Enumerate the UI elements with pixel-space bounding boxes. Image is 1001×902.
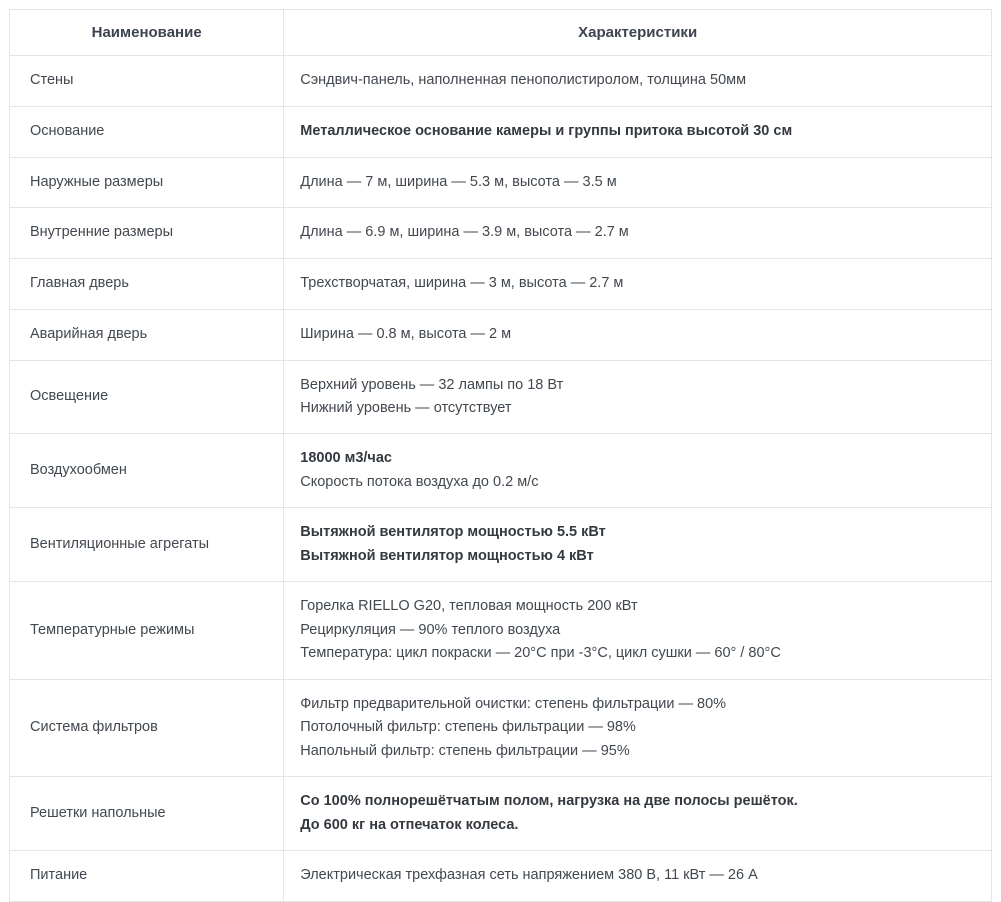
row-name-cell: Питание bbox=[10, 851, 284, 902]
table-row bbox=[10, 259, 992, 310]
characteristic-line: 18000 м3/час bbox=[300, 450, 392, 467]
row-characteristics-cell bbox=[284, 434, 992, 508]
row-characteristics-cell bbox=[284, 679, 992, 776]
table-row bbox=[10, 434, 992, 508]
characteristic-line: Горелка RIELLO G20, тепловая мощность 200 кВт bbox=[300, 598, 638, 615]
characteristic-line: Ширина — 0.8 м, высота — 2 м bbox=[300, 325, 512, 342]
row-name-cell: Внутренние размеры bbox=[10, 208, 284, 259]
row-name-cell: Наружные размеры bbox=[10, 157, 284, 208]
table-row bbox=[10, 777, 992, 851]
row-name-cell: Главная дверь bbox=[10, 259, 284, 310]
row-name-cell: Температурные режимы bbox=[10, 582, 284, 679]
characteristic-line: Электрическая трехфазная сеть напряжением 380 В, 11 кВт — 26 А bbox=[300, 867, 758, 884]
characteristic-line: Вытяжной вентилятор мощностью 5.5 кВт bbox=[300, 524, 606, 541]
characteristic-line: Трехстворчатая, ширина — 3 м, высота — 2.7 м bbox=[300, 275, 624, 292]
characteristic-line: Температура: цикл покраски — 20°С при -3°С, цикл сушки — 60° / 80°С bbox=[300, 645, 781, 662]
characteristic-line: Вытяжной вентилятор мощностью 4 кВт bbox=[300, 547, 594, 564]
table-row bbox=[10, 56, 992, 107]
table-row bbox=[10, 106, 992, 157]
table-row bbox=[10, 360, 992, 434]
characteristic-line: Фильтр предварительной очистки: степень фильтрации — 80% bbox=[300, 695, 727, 712]
table-row bbox=[10, 309, 992, 360]
row-characteristics-cell bbox=[284, 157, 992, 208]
table-header bbox=[10, 10, 992, 56]
table-row bbox=[10, 208, 992, 259]
table-header-row bbox=[10, 10, 992, 56]
row-characteristics-cell bbox=[284, 582, 992, 679]
row-name-cell: Вентиляционные агрегаты bbox=[10, 508, 284, 582]
row-characteristics-cell bbox=[284, 508, 992, 582]
row-name-cell: Стены bbox=[10, 56, 284, 107]
table-row bbox=[10, 679, 992, 776]
table-row bbox=[10, 582, 992, 679]
table-body bbox=[10, 56, 992, 902]
characteristic-line: Длина — 6.9 м, ширина — 3.9 м, высота — 2.7 м bbox=[300, 224, 629, 241]
characteristic-line: Верхний уровень — 32 лампы по 18 Вт bbox=[300, 376, 564, 393]
row-characteristics-cell bbox=[284, 851, 992, 902]
column-header-characteristics: Характеристики bbox=[284, 10, 992, 56]
characteristic-line: Длина — 7 м, ширина — 5.3 м, высота — 3.5 м bbox=[300, 173, 617, 190]
table-row bbox=[10, 508, 992, 582]
characteristic-line: До 600 кг на отпечаток колеса. bbox=[300, 816, 519, 833]
row-characteristics-cell bbox=[284, 56, 992, 107]
characteristic-line: Напольный фильтр: степень фильтрации — 95% bbox=[300, 742, 630, 759]
characteristic-line: Со 100% полнорешётчатым полом, нагрузка на две полосы решёток. bbox=[300, 793, 798, 810]
characteristic-line: Металлическое основание камеры и группы притока высотой 30 см bbox=[300, 122, 793, 139]
row-characteristics-cell bbox=[284, 309, 992, 360]
specifications-table bbox=[9, 9, 992, 902]
table-row bbox=[10, 157, 992, 208]
row-characteristics-cell bbox=[284, 208, 992, 259]
row-name-cell: Освещение bbox=[10, 360, 284, 434]
row-characteristics-cell bbox=[284, 360, 992, 434]
row-name-cell: Воздухообмен bbox=[10, 434, 284, 508]
row-name-cell: Аварийная дверь bbox=[10, 309, 284, 360]
row-name-cell: Решетки напольные bbox=[10, 777, 284, 851]
row-name-cell: Система фильтров bbox=[10, 679, 284, 776]
characteristic-line: Рециркуляция — 90% теплого воздуха bbox=[300, 621, 561, 638]
column-header-name: Наименование bbox=[10, 10, 284, 56]
characteristic-line: Потолочный фильтр: степень фильтрации — 98% bbox=[300, 719, 636, 736]
characteristic-line: Нижний уровень — отсутствует bbox=[300, 399, 512, 416]
characteristic-line: Сэндвич-панель, наполненная пенополистиролом, толщина 50мм bbox=[300, 72, 747, 89]
row-characteristics-cell bbox=[284, 106, 992, 157]
characteristic-line: Скорость потока воздуха до 0.2 м/с bbox=[300, 473, 539, 490]
row-characteristics-cell bbox=[284, 777, 992, 851]
table-row bbox=[10, 851, 992, 902]
row-characteristics-cell bbox=[284, 259, 992, 310]
row-name-cell: Основание bbox=[10, 106, 284, 157]
